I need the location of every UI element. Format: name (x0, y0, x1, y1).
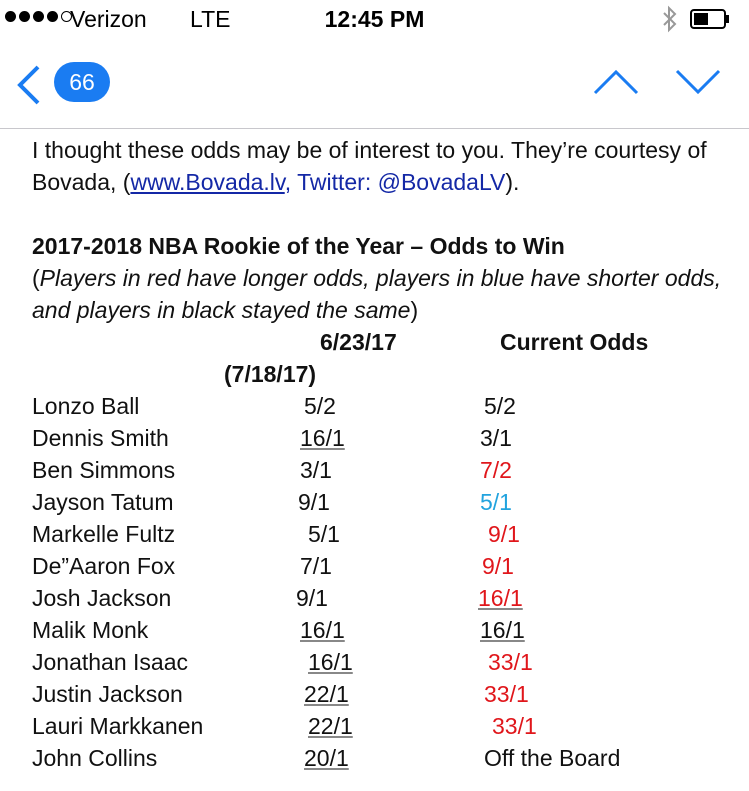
email-body (32, 134, 732, 774)
twitter-handle: , Twitter: @BovadaLV (284, 169, 506, 195)
opening-odds: 22/1 (308, 713, 353, 739)
color-legend-note: (Players in red have longer odds, players in blue have shorter odds, and players in black stayed the same) (32, 265, 722, 323)
odds-column-headers (32, 326, 732, 390)
player-name: Jayson Tatum (32, 489, 174, 515)
odds-row (32, 582, 732, 614)
opening-odds: 9/1 (296, 585, 328, 611)
player-name: Jonathan Isaac (32, 649, 189, 675)
opening-odds-date-header: 6/23/17 (320, 329, 397, 355)
intro-paragraph (32, 134, 732, 198)
player-name: Markelle Fultz (32, 521, 176, 547)
odds-row (32, 422, 732, 454)
bluetooth-icon (662, 5, 678, 33)
opening-odds: 9/1 (298, 489, 330, 515)
opening-odds: 5/1 (308, 521, 340, 547)
odds-row (32, 486, 732, 518)
player-name: John Collins (32, 745, 158, 771)
opening-odds: 7/1 (300, 553, 332, 579)
intro-end: ). (505, 169, 520, 195)
player-name: Lonzo Ball (32, 393, 140, 419)
bovada-link[interactable]: www.Bovada.lv (130, 169, 285, 195)
odds-row (32, 454, 732, 486)
opening-odds: 3/1 (300, 457, 332, 483)
current-odds: 16/1 (478, 585, 523, 611)
current-odds: 5/1 (480, 489, 512, 515)
player-name: Malik Monk (32, 617, 149, 643)
player-name: Lauri Markkanen (32, 713, 204, 739)
player-name: Josh Jackson (32, 585, 172, 611)
odds-row (32, 518, 732, 550)
network-type: LTE (190, 6, 231, 32)
odds-row (32, 550, 732, 582)
back-chevron-icon[interactable] (14, 64, 44, 106)
current-odds: 33/1 (492, 713, 537, 739)
opening-odds: 5/2 (304, 393, 336, 419)
current-odds: 7/2 (480, 457, 512, 483)
next-message-chevron-down-icon[interactable] (674, 68, 722, 96)
current-odds: 9/1 (488, 521, 520, 547)
carrier-name: Verizon (70, 6, 147, 32)
current-odds: 3/1 (480, 425, 512, 451)
odds-row (32, 390, 732, 422)
battery-icon (690, 9, 730, 29)
current-odds: 9/1 (482, 553, 514, 579)
intro-text: I thought these odds may be of interest to you. They’re courtesy of Bovada, ( (32, 137, 707, 195)
odds-row (32, 614, 732, 646)
inbox-count-badge[interactable]: 66 (54, 62, 110, 102)
odds-table (32, 390, 732, 774)
opening-odds: 20/1 (304, 745, 349, 771)
current-odds: 16/1 (480, 617, 525, 643)
odds-row (32, 742, 732, 774)
odds-row (32, 710, 732, 742)
opening-odds: 22/1 (304, 681, 349, 707)
player-name: Ben Simmons (32, 457, 176, 483)
odds-row (32, 646, 732, 678)
opening-odds: 16/1 (300, 617, 345, 643)
current-odds-header: Current Odds (500, 329, 649, 355)
current-odds-date-header: (7/18/17) (224, 361, 317, 387)
previous-message-chevron-up-icon[interactable] (592, 68, 640, 96)
opening-odds: 16/1 (308, 649, 353, 675)
opening-odds: 16/1 (300, 425, 345, 451)
odds-row (32, 678, 732, 710)
odds-heading: 2017-2018 NBA Rookie of the Year – Odds to Win (32, 233, 565, 259)
current-odds: Off the Board (484, 745, 621, 771)
player-name: Dennis Smith (32, 425, 169, 451)
current-odds: 5/2 (484, 393, 516, 419)
player-name: De”Aaron Fox (32, 553, 176, 579)
player-name: Justin Jackson (32, 681, 183, 707)
status-bar (0, 0, 749, 40)
status-time: 12:45 PM (324, 6, 425, 32)
mail-nav-bar (0, 40, 749, 129)
current-odds: 33/1 (488, 649, 533, 675)
current-odds: 33/1 (484, 681, 529, 707)
